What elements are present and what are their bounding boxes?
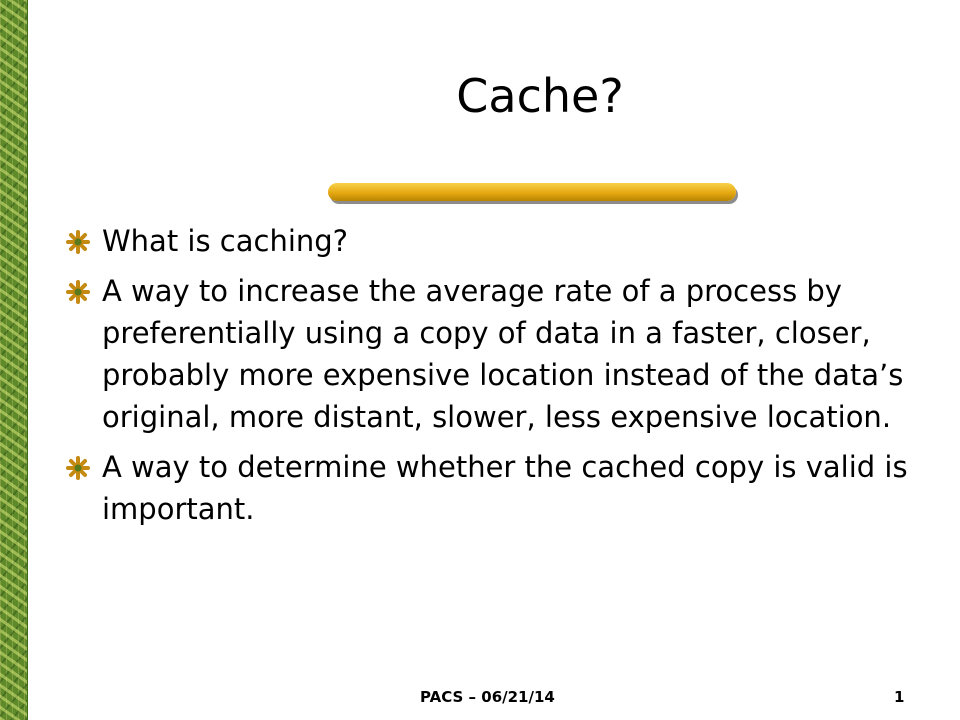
bullet-text: A way to increase the average rate of a process by preferentially using a copy of data in a faster, closer, probably more expensive location instead of the data’s original, more distant, slower, less expensive location.	[102, 274, 904, 434]
decorative-left-border	[0, 0, 28, 720]
title-underline-bar	[328, 183, 736, 201]
slide-title: Cache?	[456, 69, 624, 123]
bullet-item	[66, 220, 916, 262]
bullet-item	[66, 446, 916, 530]
bullet-text: A way to determine whether the cached copy is valid is important.	[102, 450, 908, 526]
slide-footer: PACS – 06/21/14	[420, 688, 555, 706]
asterisk-flower-bullet-icon	[66, 280, 90, 304]
bullet-text: What is caching?	[102, 224, 349, 258]
bullet-list	[66, 220, 916, 530]
asterisk-flower-bullet-icon	[66, 230, 90, 254]
asterisk-flower-bullet-icon	[66, 456, 90, 480]
bullet-item	[66, 270, 916, 438]
slide-page-number: 1	[894, 688, 905, 706]
